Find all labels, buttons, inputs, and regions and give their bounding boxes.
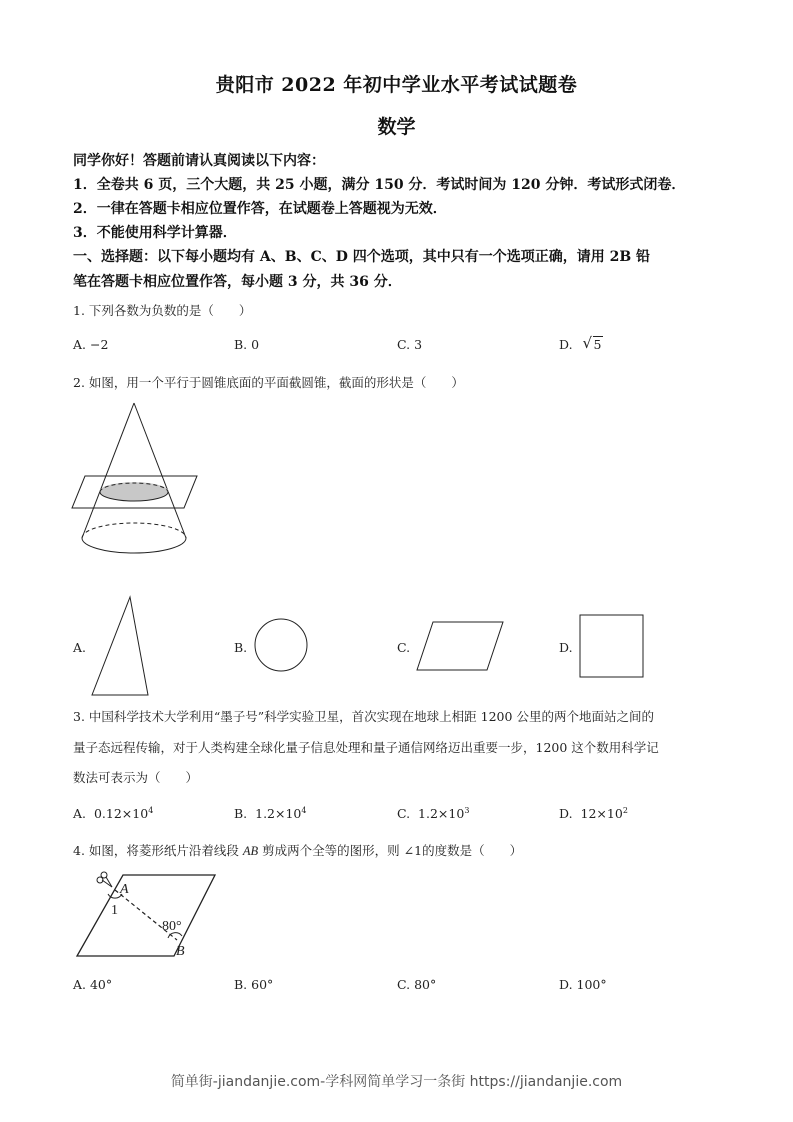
section-1-heading: 一、选择题：以下每小题均有 A、B、C、D 四个选项，其中只有一个选项正确，请用 2B 铅	[73, 249, 651, 265]
circle-shape	[254, 618, 310, 674]
q1-option-a: A. −2	[73, 337, 109, 352]
q3-option-d-exponent: 2	[622, 805, 628, 815]
q4-option-b: B. 60°	[234, 977, 274, 992]
instructions-greeting: 同学你好！答题前请认真阅读以下内容：	[73, 153, 325, 169]
q2-option-b: B.	[234, 640, 248, 655]
instruction-item-2: 2．一律在答题卡相应位置作答，在试题卷上答题视为无效．	[73, 201, 447, 217]
label-a: A	[120, 882, 129, 897]
q4-option-d: D. 100°	[559, 977, 607, 992]
q3-option-a-label: A.	[73, 806, 87, 821]
label-b: B	[176, 944, 185, 959]
rhombus-figure	[60, 860, 240, 970]
q1-option-d	[559, 334, 603, 352]
q3-option-c-exponent: 3	[464, 805, 470, 815]
q3-option-c-value: 1.2×10	[418, 806, 465, 821]
exam-title: 贵阳市 2022 年初中学业水平考试试题卷	[215, 74, 578, 96]
instruction-item-1: 1．全卷共 6 页，三个大题，共 25 小题，满分 150 分．考试时间为 120 分钟．考试形式闭卷．	[73, 177, 686, 193]
q2-option-d: D.	[559, 640, 573, 655]
q4-stem-pre: 4. 如图，将菱形纸片沿着线段	[73, 843, 239, 858]
q1-option-b: B. 0	[234, 337, 260, 352]
square-shape	[579, 613, 645, 679]
q2-stem: 2. 如图，用一个平行于圆锥底面的平面截圆锥，截面的形状是（ ）	[73, 375, 464, 390]
q3-option-d-label: D.	[559, 806, 573, 821]
q3-option-c	[397, 806, 469, 821]
q3-option-b-exponent: 4	[301, 805, 307, 815]
q3-stem-line-1: 3. 中国科学技术大学利用“墨子号”科学实验卫星，首次实现在地球上相距 1200 公里的两个地面站之间的	[73, 709, 654, 724]
q4-option-a: A. 40°	[73, 977, 113, 992]
sqrt-argument: 5	[593, 337, 602, 352]
subject-title: 数学	[377, 116, 416, 138]
q4-stem-post: 的度数是（ ）	[422, 843, 523, 858]
q4-option-c: C. 80°	[397, 977, 437, 992]
q3-stem-line-3: 数法可表示为（ ）	[73, 770, 199, 785]
q1-option-c: C. 3	[397, 337, 423, 352]
q2-option-c: C.	[397, 640, 411, 655]
sqrt-symbol: √ 5	[582, 334, 602, 352]
footer-watermark: 简单街-jiandanjie.com-学科网简单学习一条街 https://jiandanjie.com	[170, 1074, 623, 1090]
section-1-heading-cont: 笔在答题卡相应位置作答，每小题 3 分，共 36 分．	[73, 274, 402, 290]
q3-option-a-exponent: 4	[148, 805, 154, 815]
q3-option-c-label: C.	[397, 806, 411, 821]
q3-option-a	[73, 806, 153, 821]
angle-1: ∠1	[403, 843, 423, 858]
label-angle-1: 1	[111, 903, 118, 918]
q3-option-d	[559, 806, 628, 821]
scissors-icon	[97, 872, 112, 887]
parallelogram-shape	[416, 620, 516, 672]
instruction-item-3: 3．不能使用科学计算器．	[73, 225, 237, 241]
q3-option-a-value: 0.12×10	[93, 806, 149, 821]
q3-stem-line-2: 量子态远程传输，对于人类构建全球化量子信息处理和量子通信网络迈出重要一步，1200 这个数用科学记	[73, 740, 659, 755]
q3-option-b	[234, 806, 306, 821]
q3-option-b-value: 1.2×10	[255, 806, 302, 821]
label-80-degrees: 80°	[162, 919, 182, 934]
q2-option-a: A.	[73, 640, 87, 655]
q1-stem: 1. 下列各数为负数的是（ ）	[73, 303, 252, 318]
cone-section-figure	[60, 390, 220, 570]
q4-stem	[73, 841, 522, 859]
q3-option-b-label: B.	[234, 806, 248, 821]
triangle-shape	[90, 595, 170, 697]
segment-ab: AB	[242, 844, 259, 858]
q1-option-d-label: D.	[559, 337, 573, 352]
q4-stem-mid: 剪成两个全等的图形，则	[262, 843, 400, 858]
q3-option-d-value: 12×10	[580, 806, 623, 821]
